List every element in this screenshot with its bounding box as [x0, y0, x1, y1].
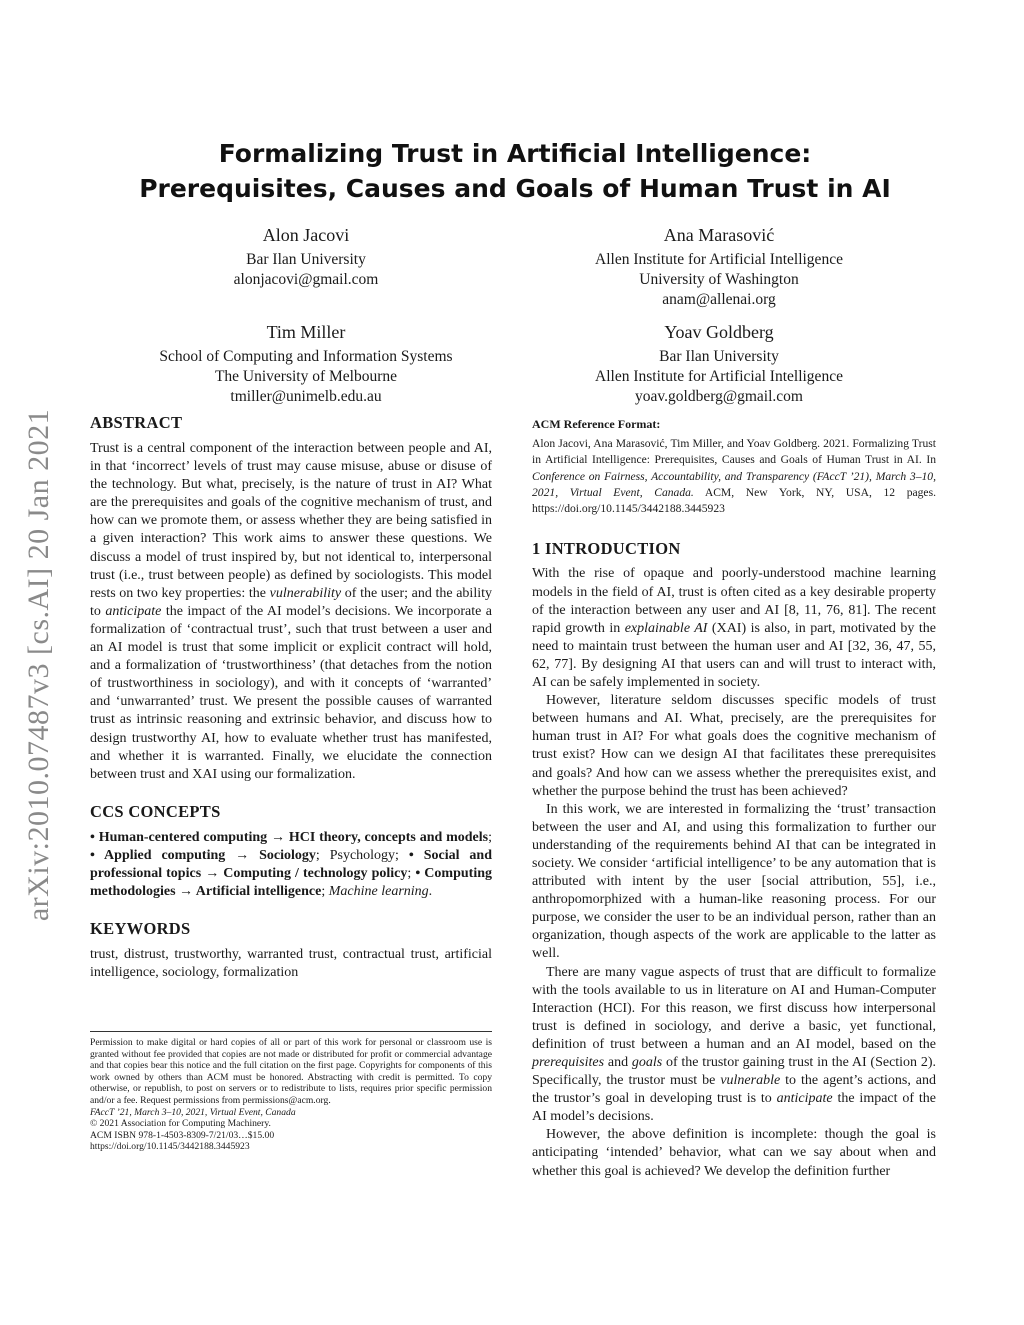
- ccs-heading: CCS CONCEPTS: [90, 801, 221, 821]
- permission-text: Permission to make digital or hard copies of all or part of this work for personal or classroom use is granted without fee provided that copies are not made or distributed for profit or commercial advantage and that copies bear this notice and the full citation on the first page. Copyrights for components of this work owned by others than ACM must be honored. Abstracting with credit is permitted. To copy otherwise, or republish, to post on servers or to redistribute to lists, requires prior specific permission and/or a fee. Request permissions from permissions@acm.org.: [90, 1037, 492, 1106]
- intro-paragraph: In this work, we are interested in formalizing the ‘trust’ transaction between the user and AI, and using this formalization to further our understanding of the requirements behind AI that can be integrated in society. We consider ‘artificial intelligence’ to be any automation that is attributed with intent by the user [social attribution, 55], i.e., anthropomorphized with a human-like reasoning process. For our purpose, we consider the user to be an individual person, rather than an organization, though aspects of the work are applicable to the latter as well.: [532, 801, 936, 962]
- author-name: Alon Jacovi: [262, 225, 350, 245]
- author-block: [519, 320, 919, 407]
- author-email: tmiller@unimelb.edu.au: [230, 388, 382, 405]
- author-email: anam@allenai.org: [662, 291, 776, 308]
- author-affiliation: School of Computing and Information Systems: [159, 348, 453, 365]
- left-column: [90, 413, 492, 982]
- permission-copyright: © 2021 Association for Computing Machinery.: [90, 1118, 271, 1130]
- intro-paragraph: With the rise of opaque and poorly-understood machine learning models in the field of AI, trust is often cited as a key desirable property of the interaction between any user and AI [8, 11, 76, 81]. The recent rapid growth in explainable AI (XAI) is also, in part, motivated by the need to maintain trust between the human user and AI [32, 36, 47, 55, 62, 77]. By designing AI that users can and will trust to interact with, AI can be safely implemented in society.: [532, 566, 936, 691]
- author-affiliation: Bar Ilan University: [246, 251, 366, 268]
- keywords-heading: KEYWORDS: [90, 919, 191, 939]
- paper-title: [90, 136, 940, 206]
- author-email: yoav.goldberg@gmail.com: [635, 388, 803, 405]
- intro-heading: 1 INTRODUCTION: [532, 539, 681, 559]
- intro-text: [532, 565, 936, 1180]
- author-affiliation: Bar Ilan University: [659, 348, 779, 365]
- right-column: [532, 417, 936, 1181]
- author-affiliation: University of Washington: [639, 271, 799, 288]
- footnote-rule: [90, 1031, 492, 1032]
- title-line-1: Formalizing Trust in Artificial Intelligence:: [218, 139, 812, 168]
- arxiv-id: arXiv:2010.07487v3 [cs.AI] 20 Jan 2021: [22, 408, 56, 922]
- author-email: alonjacovi@gmail.com: [233, 271, 379, 288]
- intro-paragraph: However, the above definition is incomplete: though the goal is anticipating ‘intended’ behavior, what can we say about when and whether this goal is achieved? We develop the definition further: [532, 1127, 936, 1179]
- author-name: Yoav Goldberg: [664, 322, 774, 342]
- author-block: [519, 223, 919, 310]
- permission-doi: https://doi.org/10.1145/3442188.3445923: [90, 1141, 250, 1153]
- acm-ref-heading: ACM Reference Format:: [532, 417, 661, 431]
- intro-paragraph: There are many vague aspects of trust that are difficult to formalize with the tools available to us in literature on AI and Human-Computer Interaction (HCI). For this reason, we first discuss how interpersonal trust is defined in sociology, and derive a basic, yet functional, definition of trust between a human and an AI model, based on the prerequisites and goals of the trustor gaining trust in the AI (Section 2). Specifically, the trustor must be vulnerable to the agent’s actions, and the trustor’s goal in developing trust is to anticipate the impact of the AI model’s decisions.: [532, 964, 937, 1125]
- keywords-text: trust, distrust, trustworthy, warranted trust, contractual trust, artificial intelligence, sociology, formalization: [90, 947, 492, 981]
- abstract-heading: ABSTRACT: [90, 413, 183, 432]
- ccs-text: • Human-centered computing → HCI theory, concepts and models; • Applied computing → Sociology; Psychology; • Social and professional topics → Computing / technology policy; • Computing methodologies → Artificial intelligence; Machine learning.: [90, 829, 492, 900]
- author-name: Ana Marasović: [663, 225, 775, 245]
- author-name: Tim Miller: [266, 322, 346, 342]
- permission-isbn: ACM ISBN 978-1-4503-8309-7/21/03…$15.00: [90, 1129, 275, 1141]
- author-affiliation: Allen Institute for Artificial Intelligence: [595, 368, 843, 385]
- acm-ref-text: Alon Jacovi, Ana Marasović, Tim Miller, and Yoav Goldberg. 2021. Formalizing Trust in Artificial Intelligence: Prerequisites, Causes and Goals of Human Trust in AI. In Conference on Fairness, Accountability, and Transparency (FAccT ’21), March 3–10, 2021, Virtual Event, Canada. ACM, New York, NY, USA, 12 pages. https://doi.org/10.1145/3442188.3445923: [532, 437, 936, 516]
- permission-block: [90, 1031, 492, 1153]
- permission-venue: FAccT ’21, March 3–10, 2021, Virtual Event, Canada: [90, 1106, 296, 1118]
- arxiv-stamp: [14, 380, 64, 950]
- intro-paragraph: However, literature seldom discusses specific models of trust between humans and AI. What, precisely, are the prerequisites for human trust in AI? For what goals does the cognitive mechanism of trust exist? How can we design AI that facilitates these prerequisites and goals? And how can we assess whether the prerequisites exist, and whether the purpose behind the trust has been achieved?: [532, 693, 936, 799]
- abstract-text: Trust is a central component of the interaction between people and AI, in that ‘incorrect’ levels of trust may cause misuse, abuse or disuse of the technology. But what, precisely, is the nature of trust in AI? What are the prerequisites and goals of the cognitive mechanism of trust, and how can we promote them, or assess whether they are being satisfied in a given interaction? This work aims to answer these questions. We discuss a model of trust inspired by, but not identical to, interpersonal trust (i.e., trust between people) as defined by sociologists. This model rests on two key properties: the vulnerability of the user; and the ability to anticipate the impact of the AI model’s decisions. We incorporate a formalization of ‘contractual trust’, such that trust between a user and an AI model is trust that some implicit or explicit contract will hold, and a formalization of ‘trustworthiness’ (that detaches from the notion of trustworthiness in sociology), and with it concepts of ‘warranted’ and ‘unwarranted’ trust. We present the possible causes of warranted trust as intrinsic reasoning and extrinsic behavior, and discuss how to design trustworthy AI, how to evaluate whether trust has manifested, and whether it is warranted. Finally, we elucidate the connection between trust and XAI using our formalization.: [90, 441, 493, 782]
- author-affiliation: Allen Institute for Artificial Intelligence: [595, 251, 843, 268]
- author-block: [106, 320, 506, 407]
- author-affiliation: The University of Melbourne: [214, 368, 398, 385]
- author-block: [106, 223, 506, 290]
- title-line-2: Prerequisites, Causes and Goals of Human Trust in AI: [139, 174, 891, 203]
